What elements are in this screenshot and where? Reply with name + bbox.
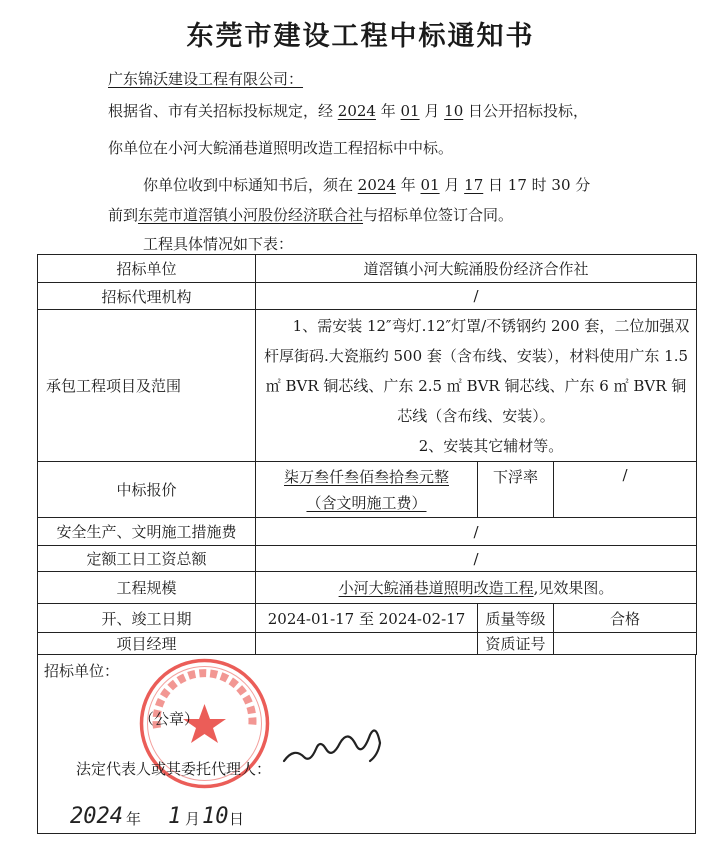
bidding-unit-label: 招标单位：: [44, 662, 120, 680]
paragraph-1: 根据省、市有关招标投标规定，经 2024 年 01 月 10 日公开招标投标，: [108, 102, 589, 120]
value-dates: 2024-01-17 至 2024-02-17: [256, 604, 478, 633]
value-cert-number: [554, 633, 697, 655]
paragraph-3: 你单位收到中标通知书后，须在 2024 年 01 月 17 日 17 时 30 分: [143, 176, 591, 194]
table-row: [38, 255, 697, 283]
seal-label: （公章）: [139, 710, 200, 728]
value-bidding-unit: 道滘镇小河大鲩涌股份经济合作社: [256, 255, 697, 283]
table-row: [38, 572, 697, 604]
value-quality: 合格: [554, 604, 697, 633]
project-info-table: [37, 254, 697, 655]
signature-icon: [280, 725, 390, 775]
value-agency: /: [256, 283, 697, 310]
table-row: [38, 546, 697, 572]
label-bid-price: 中标报价: [38, 462, 256, 518]
label-dates: 开、竣工日期: [38, 604, 256, 633]
value-safety-fee: /: [256, 518, 697, 546]
value-project-scale: 小河大鲩涌巷道照明改造工程,见效果图。: [256, 572, 697, 604]
label-quality: 质量等级: [478, 604, 554, 633]
table-row: [38, 518, 697, 546]
label-bidding-unit: 招标单位: [38, 255, 256, 283]
value-discount-rate: /: [554, 462, 697, 518]
value-wage-total: /: [256, 546, 697, 572]
label-project-manager: 项目经理: [38, 633, 256, 655]
label-cert-number: 资质证号: [478, 633, 554, 655]
paragraph-5: 工程具体情况如下表：: [143, 235, 294, 253]
label-scope: 承包工程项目及范围: [38, 310, 256, 462]
value-project-manager: [256, 633, 478, 655]
recipient: 广东锦沃建设工程有限公司：: [108, 70, 304, 88]
paragraph-4: 前到东莞市道滘镇小河股份经济联合社与招标单位签订合同。: [108, 206, 514, 224]
label-wage-total: 定额工日工资总额: [38, 546, 256, 572]
document-title: 东莞市建设工程中标通知书: [186, 21, 535, 52]
paragraph-2: 你单位在小河大鲩涌巷道照明改造工程招标中中标。: [108, 139, 454, 157]
table-row: [38, 283, 697, 310]
label-agency: 招标代理机构: [38, 283, 256, 310]
label-safety-fee: 安全生产、文明施工措施费: [38, 518, 256, 546]
label-discount-rate: 下浮率: [478, 462, 554, 518]
label-project-scale: 工程规模: [38, 572, 256, 604]
value-scope: 1、需安装 12″弯灯.12″灯罩/不锈钢约 200 套，二位加强双杆厚街码.大瓷瓶约 500 套（含布线、安装），材料使用广东 1.5 ㎡ BVR 铜芯线、广东 2.5 ㎡ BVR 铜芯线、广东 6 ㎡ BVR 铜芯线（含布线、安装）。 2、安装其它辅材等。: [256, 310, 697, 462]
legal-representative-label: 法定代表人或其委托代理人：: [76, 760, 272, 778]
value-bid-price: 柒万叁仟叁佰叁拾叁元整 （含文明施工费）: [256, 462, 478, 518]
table-row: [38, 462, 697, 518]
table-row: [38, 310, 697, 462]
table-row: [38, 633, 697, 655]
table-row: [38, 604, 697, 633]
